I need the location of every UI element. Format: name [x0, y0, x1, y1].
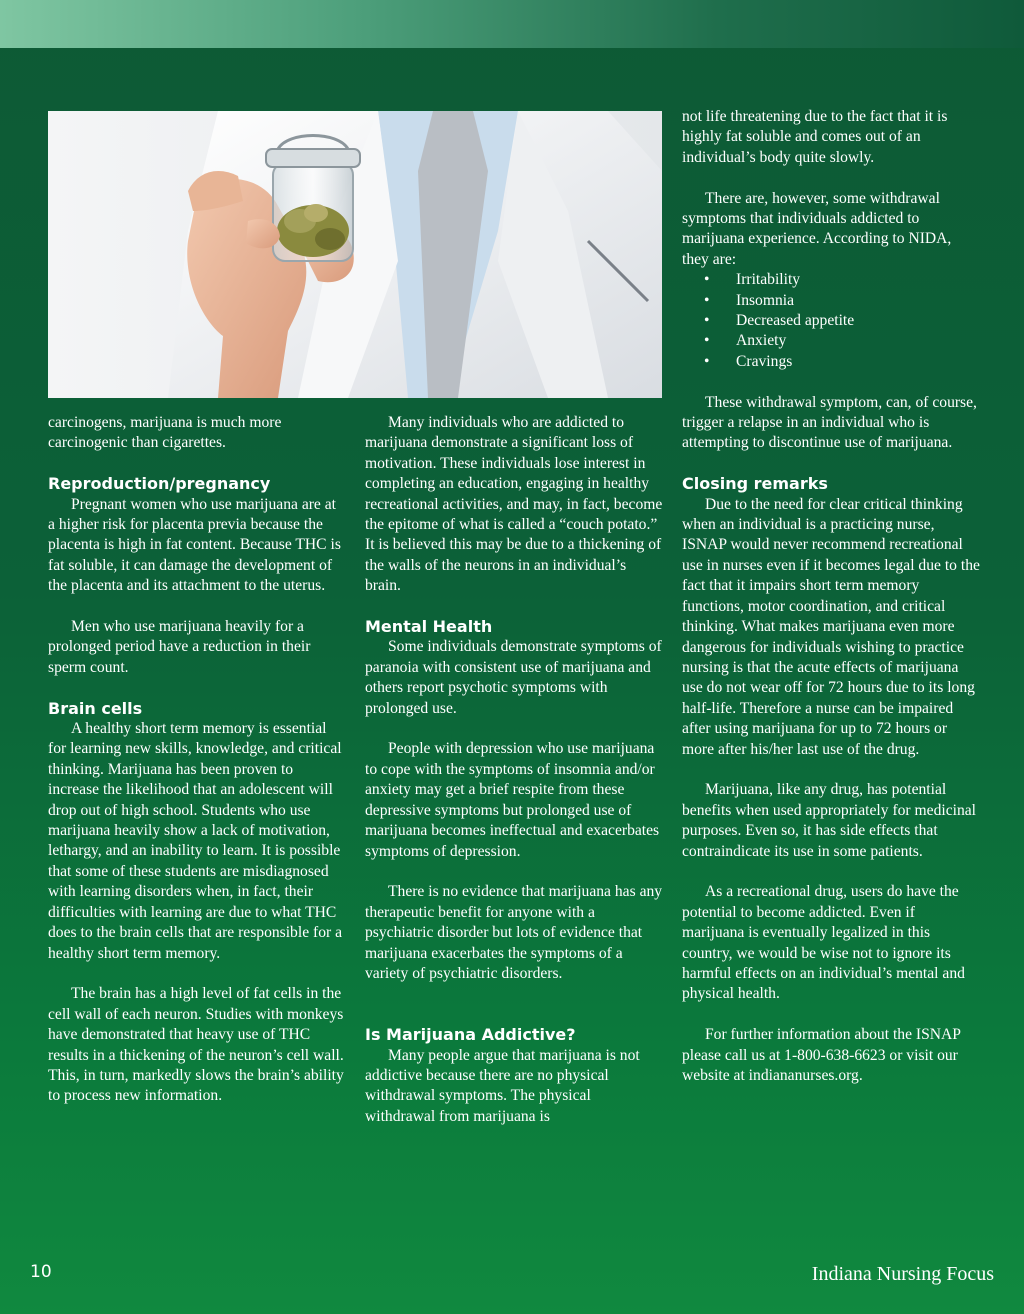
doctor-holding-jar-illustration [48, 111, 662, 398]
paragraph-argue: Many people argue that marijuana is not addictive because there are no physical withdrawal symptoms. The physical withdrawal from marijuana is [365, 1046, 640, 1125]
paragraph-fat-cells: The brain has a high level of fat cells in the cell wall of each neuron. Studies with monkeys have demonstrated that heavy use of THC results in a thickening of the neuron’s cell wall. This, in turn, markedly slows the brain’s ability to process new information. [48, 985, 344, 1105]
paragraph-withdrawal: There are, however, some withdrawal symptoms that individuals addicted to marijuana experience. According to NIDA, they are: [682, 189, 952, 268]
paragraph-men: Men who use marijuana heavily for a prolonged period have a reduction in their sperm count. [48, 618, 311, 676]
heading-closing-remarks: Closing remarks [682, 474, 828, 494]
list-item: • Decreased appetite [704, 311, 980, 331]
paragraph-evidence: There is no evidence that marijuana has any therapeutic benefit for anyone with a psychiatric disorder but lots of evidence that marijuana exacerbates the symptoms of a variety of psychiatric disorders. [365, 883, 663, 982]
heading-reproduction: Reproduction/pregnancy [48, 474, 271, 494]
paragraph-recreational: As a recreational drug, users do have the potential to become addicted. Even if marijuana is eventually legalized in this country, we would be wise not to ignore its harmful effects on an individual’s mental and physical health. [682, 883, 965, 1003]
list-item: • Irritability [704, 270, 980, 290]
paragraph-motivation: Many individuals who are addicted to marijuana demonstrate a significant loss of motivation. These individuals lose interest in completing an education, engaging in healthy recreational activities, and may, in fact, become the epitome of what is called a “couch potato.” It is believed this may be due to a thickening of the walls of the neurons in an individual’s brain. [365, 414, 663, 595]
heading-addictive: Is Marijuana Addictive? [365, 1025, 576, 1045]
withdrawal-symptom-list [682, 270, 980, 372]
article-photo [48, 111, 662, 398]
paragraph-benefits: Marijuana, like any drug, has potential benefits when used appropriately for medicinal purposes. Even so, it has side effects that contraindicate its use in some patients. [682, 781, 977, 860]
paragraph-critical-thinking: Due to the need for clear critical thinking when an individual is a practicing nurse, ISNAP would never recommend recreational use in nurses even if it becomes legal due to the fact that it impairs short term memory functions, motor coordination, and critical thinking. What makes marijuana even more dangerous for individuals wishing to practice nursing is that the acute effects of marijuana use do not wear off for 72 hours due to its long half-life. Therefore a nurse can be impaired after using marijuana for up to 72 hours or more after his/her last use of the drug. [682, 495, 980, 758]
column-2 [365, 413, 663, 1127]
page-number: 10 [30, 1262, 52, 1282]
heading-mental-health: Mental Health [365, 617, 493, 637]
list-item: • Cravings [704, 352, 980, 372]
magazine-title: Indiana Nursing Focus [811, 1263, 994, 1285]
paragraph-carcinogens: carcinogens, marijuana is much more carcinogenic than cigarettes. [48, 414, 282, 452]
paragraph-contact-info: For further information about the ISNAP please call us at 1-800-638-6623 or visit our website at indiananurses.org. [682, 1026, 961, 1084]
heading-brain-cells: Brain cells [48, 698, 143, 718]
column-1 [48, 413, 346, 1107]
top-banner-band [0, 0, 1024, 48]
paragraph-relapse: These withdrawal symptom, can, of course, trigger a relapse in an individual who is attempting to discontinue use of marijuana. [682, 393, 977, 452]
paragraph-pregnant: Pregnant women who use marijuana are at a higher risk for placenta previa because the placenta is high in fat content. Because THC is fat soluble, it can damage the development of the placenta and its attachment to the uterus. [48, 495, 341, 595]
column-3 [682, 107, 980, 1086]
paragraph-depression: People with depression who use marijuana to cope with the symptoms of insomnia and/or anxiety may get a brief respite from these depressive symptoms but prolonged use of marijuana becomes ineffectual and exacerbates symptoms of depression. [365, 740, 660, 860]
paragraph-not-life-threatening: not life threatening due to the fact that it is highly fat soluble and comes out of an individual’s body quite slowly. [682, 108, 948, 166]
paragraph-memory: A healthy short term memory is essential for learning new skills, knowledge, and critical thinking. Marijuana has been proven to increase the likelihood that an adolescent will drop out of high school. Students who use marijuana heavily show a lack of motivation, lethargy, and an inability to learn. It is possible that some of these students are misdiagnosed with learning disorders when, in fact, their difficulties with learning are due to what THC does to the brain cells that are responsible for a healthy short term memory. [48, 720, 343, 962]
list-item: • Insomnia [704, 291, 980, 311]
list-item: • Anxiety [704, 331, 980, 351]
paragraph-paranoia: Some individuals demonstrate symptoms of paranoia with consistent use of marijuana and others report psychotic symptoms with prolonged use. [365, 638, 662, 717]
